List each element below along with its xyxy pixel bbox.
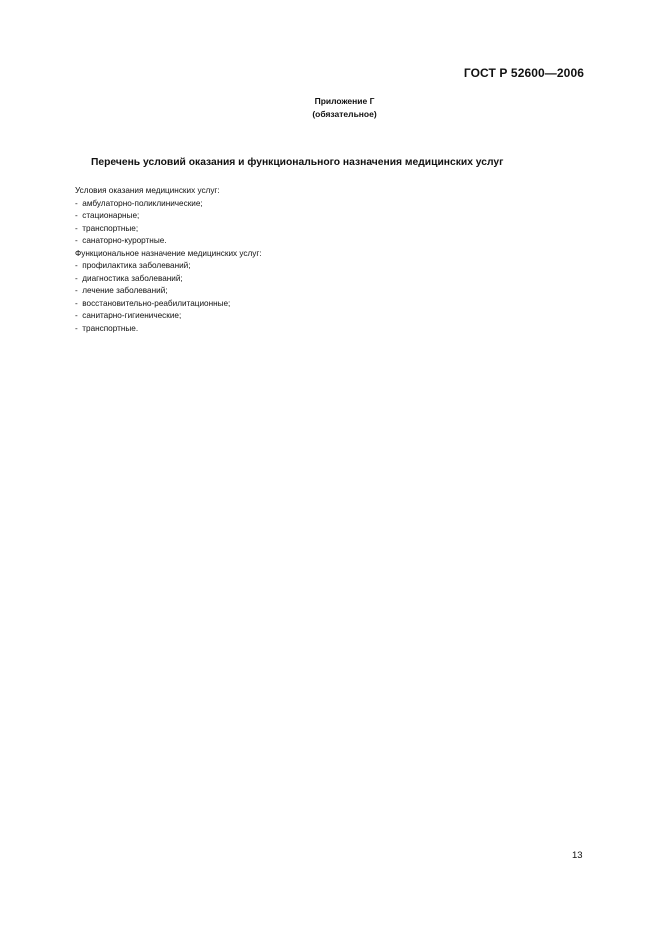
functions-intro: Функциональное назначение медицинских услуг: [75, 248, 262, 258]
annex-block [0, 95, 661, 121]
conditions-intro: Условия оказания медицинских услуг: [75, 186, 220, 195]
list-item: - транспортные. [75, 323, 262, 336]
annex-status: (обязательное) [312, 109, 377, 119]
annex-title: Приложение Г [314, 96, 375, 106]
section-heading: Перечень условий оказания и функционального назначения медицинских услуг [91, 157, 504, 168]
list-item: - диагностика заболеваний; [75, 273, 262, 286]
document-code: ГОСТ Р 52600—2006 [463, 66, 584, 80]
list-item: - стационарные; [75, 210, 262, 223]
list-item: - санитарно-гигиенические; [75, 310, 262, 323]
list-item: - восстановительно-реабилитационные; [75, 298, 262, 311]
list-item: - транспортные; [75, 223, 262, 236]
list-item: - профилактика заболеваний; [75, 260, 262, 273]
list-item: - санаторно-курортные. [75, 235, 262, 248]
list-item: - амбулаторно-поликлинические; [75, 198, 262, 211]
page-number: 13 [572, 850, 583, 861]
list-item: - лечение заболеваний; [75, 285, 262, 298]
document-body [75, 185, 262, 335]
